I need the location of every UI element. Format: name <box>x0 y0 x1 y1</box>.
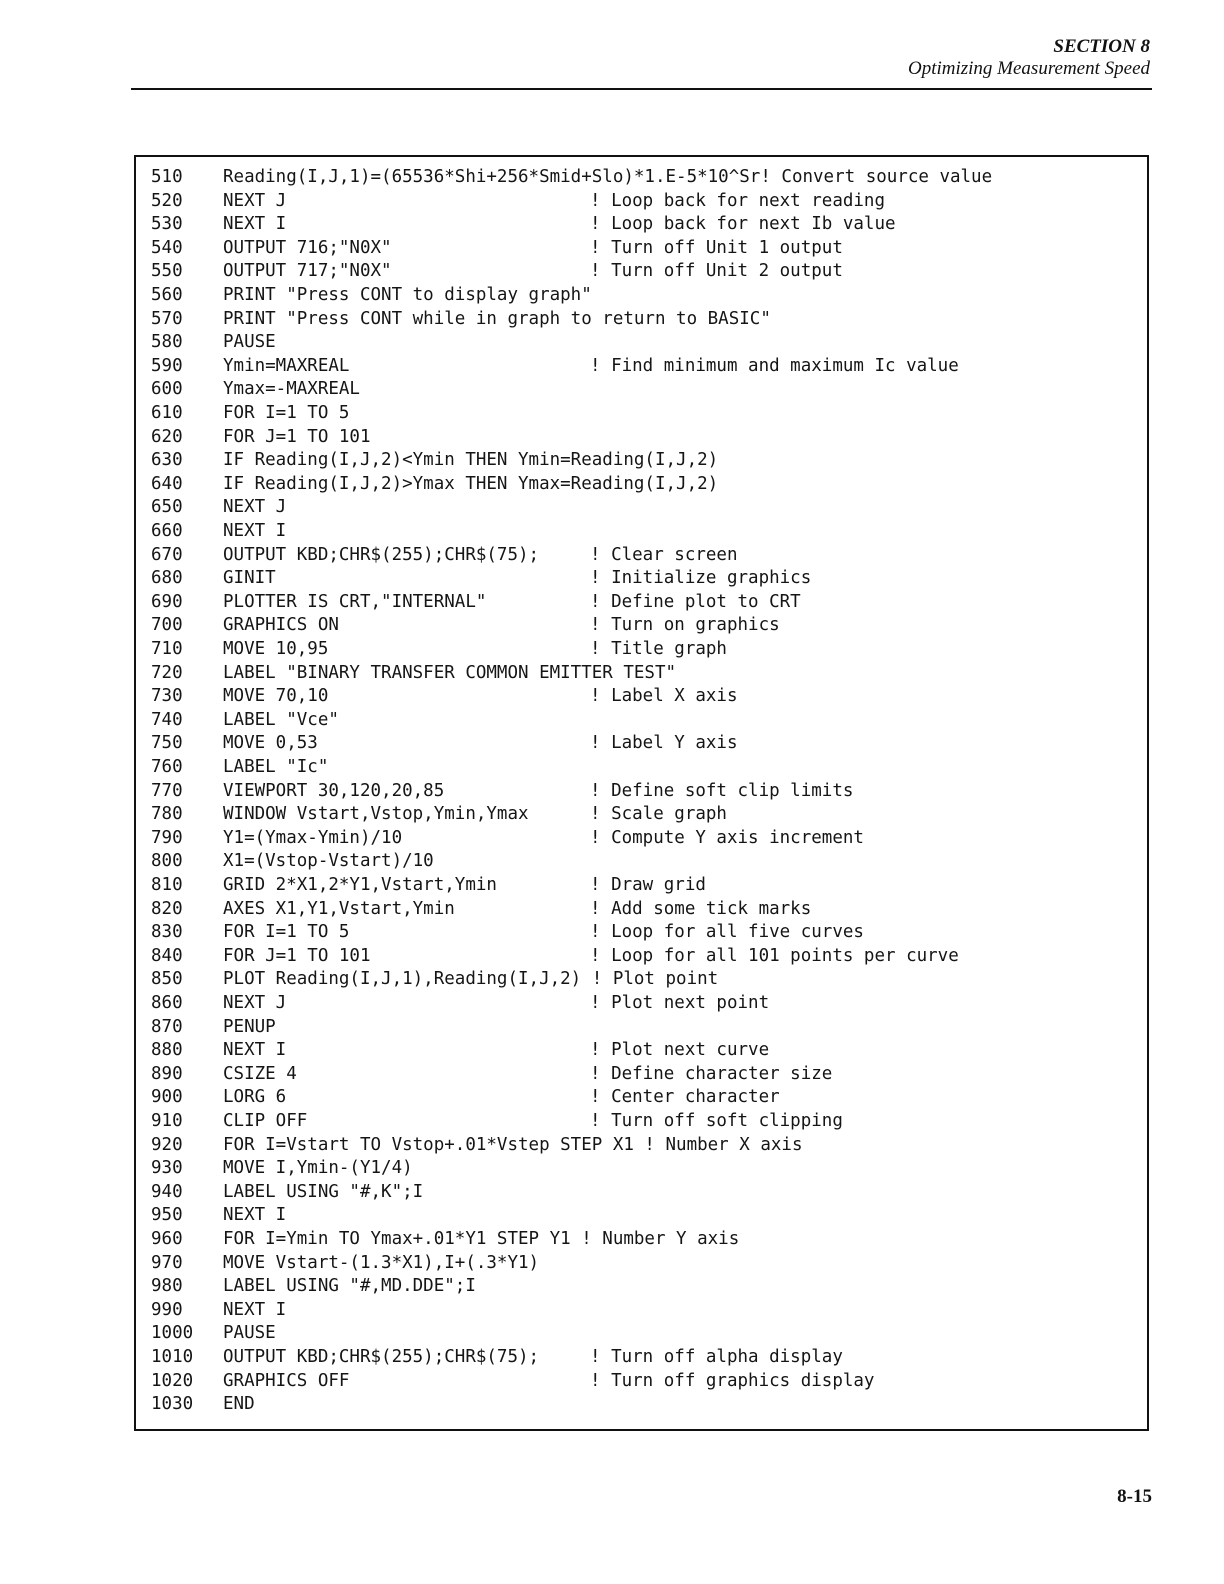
code-comment: ! Turn off soft clipping <box>590 1111 843 1131</box>
code-statement: GINIT <box>223 568 276 589</box>
code-statement: GRAPHICS ON <box>223 615 339 636</box>
page-number: 8-15 <box>1117 1486 1152 1507</box>
line-number: 820 <box>151 898 183 919</box>
line-number: 620 <box>151 426 183 447</box>
code-statement: PAUSE <box>223 1323 276 1344</box>
code-statement: LABEL "Vce" <box>223 709 339 730</box>
code-statement: CLIP OFF <box>223 1111 308 1131</box>
code-comment: ! Draw grid <box>590 875 706 895</box>
line-number: 970 <box>151 1252 183 1273</box>
code-statement: OUTPUT KBD;CHR$(255);CHR$(75); <box>223 1347 540 1367</box>
line-number: 850 <box>151 969 183 990</box>
code-comment: ! Define plot to CRT <box>590 591 801 612</box>
line-number: 720 <box>151 662 183 683</box>
line-number: 630 <box>151 450 183 471</box>
line-number: 950 <box>151 1205 183 1226</box>
line-number: 920 <box>151 1134 183 1155</box>
code-statement: X1=(Vstop-Vstart)/10 <box>223 851 434 872</box>
code-statement: NEXT I <box>223 214 287 235</box>
code-comment: ! Label X axis <box>590 686 738 707</box>
line-number: 830 <box>151 922 183 943</box>
code-statement: END <box>223 1394 255 1415</box>
line-number: 1000 <box>151 1323 194 1344</box>
line-number: 980 <box>151 1276 183 1297</box>
code-statement: FOR I=1 TO 5 <box>223 403 350 423</box>
section-subtitle: Optimizing Measurement Speed <box>907 58 1150 79</box>
code-comment: ! Plot next curve <box>590 1040 770 1061</box>
line-number: 710 <box>151 639 183 659</box>
code-statement: IF Reading(I,J,2)>Ymax THEN Ymax=Reading(I,J,2) <box>223 473 719 494</box>
code-statement: PAUSE <box>223 332 276 353</box>
line-number: 740 <box>151 709 183 730</box>
code-comment: ! Define character size <box>590 1063 833 1084</box>
code-statement: PENUP <box>223 1016 276 1037</box>
code-statement: LABEL "Ic" <box>223 757 329 777</box>
code-listing-box <box>134 155 1149 1431</box>
line-number: 1010 <box>151 1347 194 1367</box>
code-statement: FOR I=Ymin TO Ymax+.01*Y1 STEP Y1 ! Number Y axis <box>223 1229 740 1249</box>
code-comment: ! Clear screen <box>590 544 738 565</box>
code-statement: FOR I=Vstart TO Vstop+.01*Vstep STEP X1 ! Number X axis <box>223 1134 803 1155</box>
line-number: 640 <box>151 473 183 494</box>
code-statement: FOR I=1 TO 5 <box>223 922 350 943</box>
code-comment: ! Plot next point <box>590 993 770 1013</box>
code-statement: LABEL "BINARY TRANSFER COMMON EMITTER TEST" <box>223 662 677 683</box>
code-comment: ! Label Y axis <box>590 733 738 754</box>
line-number: 600 <box>151 379 183 400</box>
code-statement: LABEL USING "#,MD.DDE";I <box>223 1276 476 1297</box>
code-statement: NEXT I <box>223 1040 287 1061</box>
code-statement: PRINT "Press CONT while in graph to return to BASIC" <box>223 308 771 329</box>
code-statement: Y1=(Ymax-Ymin)/10 <box>223 827 403 848</box>
code-statement: WINDOW Vstart,Vstop,Ymin,Ymax <box>223 804 529 825</box>
code-comment: ! Define soft clip limits <box>590 780 854 801</box>
line-number: 810 <box>151 875 183 895</box>
line-number: 890 <box>151 1063 183 1084</box>
line-number: 550 <box>151 261 183 282</box>
line-number: 530 <box>151 214 183 235</box>
line-number: 560 <box>151 285 183 305</box>
code-statement: NEXT I <box>223 1205 287 1226</box>
code-comment: ! Turn off Unit 2 output <box>590 261 843 282</box>
line-number: 960 <box>151 1229 183 1249</box>
line-number: 670 <box>151 544 183 565</box>
code-comment: ! Initialize graphics <box>590 568 812 589</box>
section-label: SECTION 8 <box>1053 36 1150 57</box>
line-number: 750 <box>151 733 183 754</box>
line-number: 570 <box>151 308 183 329</box>
line-number: 610 <box>151 403 183 423</box>
code-comment: ! Turn off alpha display <box>590 1347 843 1367</box>
code-statement: PLOT Reading(I,J,1),Reading(I,J,2) ! Plot point <box>223 969 719 990</box>
code-statement: Ymin=MAXREAL <box>223 355 350 376</box>
code-statement: NEXT J <box>223 497 287 518</box>
code-comment: ! Center character <box>590 1087 780 1108</box>
code-statement: GRID 2*X1,2*Y1,Vstart,Ymin <box>223 875 497 895</box>
line-number: 940 <box>151 1181 183 1202</box>
running-header <box>908 36 1150 80</box>
code-statement: IF Reading(I,J,2)<Ymin THEN Ymin=Reading(I,J,2) <box>223 450 719 471</box>
code-statement: PRINT "Press CONT to display graph" <box>223 285 592 305</box>
code-statement: CSIZE 4 <box>223 1063 297 1084</box>
line-number: 660 <box>151 521 183 541</box>
line-number: 580 <box>151 332 183 353</box>
line-number: 870 <box>151 1016 183 1037</box>
line-number: 730 <box>151 686 183 707</box>
code-statement: Reading(I,J,1)=(65536*Shi+256*Smid+Slo)*1.E-5*10^Sr! Convert source value <box>223 167 993 187</box>
code-statement: FOR J=1 TO 101 <box>223 945 371 966</box>
line-number: 790 <box>151 827 183 848</box>
header-rule <box>131 88 1152 90</box>
code-statement: MOVE 10,95 <box>223 639 329 659</box>
line-number: 770 <box>151 780 183 801</box>
code-statement: MOVE 0,53 <box>223 733 318 754</box>
code-comment: ! Loop back for next reading <box>590 190 886 211</box>
code-comment: ! Compute Y axis increment <box>590 827 864 848</box>
code-comment: ! Scale graph <box>590 804 727 825</box>
line-number: 880 <box>151 1040 183 1061</box>
line-number: 700 <box>151 615 183 636</box>
code-statement: LORG 6 <box>223 1087 287 1108</box>
code-statement: VIEWPORT 30,120,20,85 <box>223 780 445 801</box>
code-statement: NEXT J <box>223 190 287 211</box>
code-statement: OUTPUT 717;"N0X" <box>223 261 392 282</box>
code-statement: FOR J=1 TO 101 <box>223 426 371 447</box>
line-number: 910 <box>151 1111 183 1131</box>
code-statement: Ymax=-MAXREAL <box>223 379 360 400</box>
line-number: 1020 <box>151 1370 194 1391</box>
code-statement: MOVE 70,10 <box>223 686 329 707</box>
line-number: 760 <box>151 757 183 777</box>
code-comment: ! Loop for all 101 points per curve <box>590 945 959 966</box>
code-comment: ! Add some tick marks <box>590 898 812 919</box>
code-comment: ! Loop back for next Ib value <box>590 214 896 235</box>
line-number: 930 <box>151 1158 183 1179</box>
code-comment: ! Turn off Unit 1 output <box>590 237 843 258</box>
line-number: 680 <box>151 568 183 589</box>
code-statement: AXES X1,Y1,Vstart,Ymin <box>223 898 455 919</box>
code-statement: GRAPHICS OFF <box>223 1370 350 1391</box>
code-statement: LABEL USING "#,K";I <box>223 1181 424 1202</box>
line-number: 800 <box>151 851 183 872</box>
code-statement: OUTPUT KBD;CHR$(255);CHR$(75); <box>223 544 540 565</box>
code-comment: ! Turn off graphics display <box>590 1370 875 1391</box>
code-statement: OUTPUT 716;"N0X" <box>223 237 392 258</box>
code-comment: ! Loop for all five curves <box>590 922 864 943</box>
line-number: 650 <box>151 497 183 518</box>
code-statement: NEXT J <box>223 993 287 1013</box>
line-number: 1030 <box>151 1394 194 1415</box>
line-number: 690 <box>151 591 183 612</box>
line-number: 840 <box>151 945 183 966</box>
line-number: 540 <box>151 237 183 258</box>
line-number: 990 <box>151 1299 183 1320</box>
line-number: 520 <box>151 190 183 211</box>
code-statement: NEXT I <box>223 521 287 541</box>
code-comment: ! Title graph <box>590 639 727 659</box>
code-statement: MOVE Vstart-(1.3*X1),I+(.3*Y1) <box>223 1252 540 1273</box>
code-comment: ! Turn on graphics <box>590 615 780 636</box>
code-statement: NEXT I <box>223 1299 287 1320</box>
line-number: 780 <box>151 804 183 825</box>
line-number: 590 <box>151 355 183 376</box>
code-comment: ! Find minimum and maximum Ic value <box>590 355 959 376</box>
line-number: 510 <box>151 167 183 187</box>
code-statement: PLOTTER IS CRT,"INTERNAL" <box>223 591 487 612</box>
line-number: 860 <box>151 993 183 1013</box>
code-statement: MOVE I,Ymin-(Y1/4) <box>223 1158 413 1179</box>
line-number: 900 <box>151 1087 183 1108</box>
